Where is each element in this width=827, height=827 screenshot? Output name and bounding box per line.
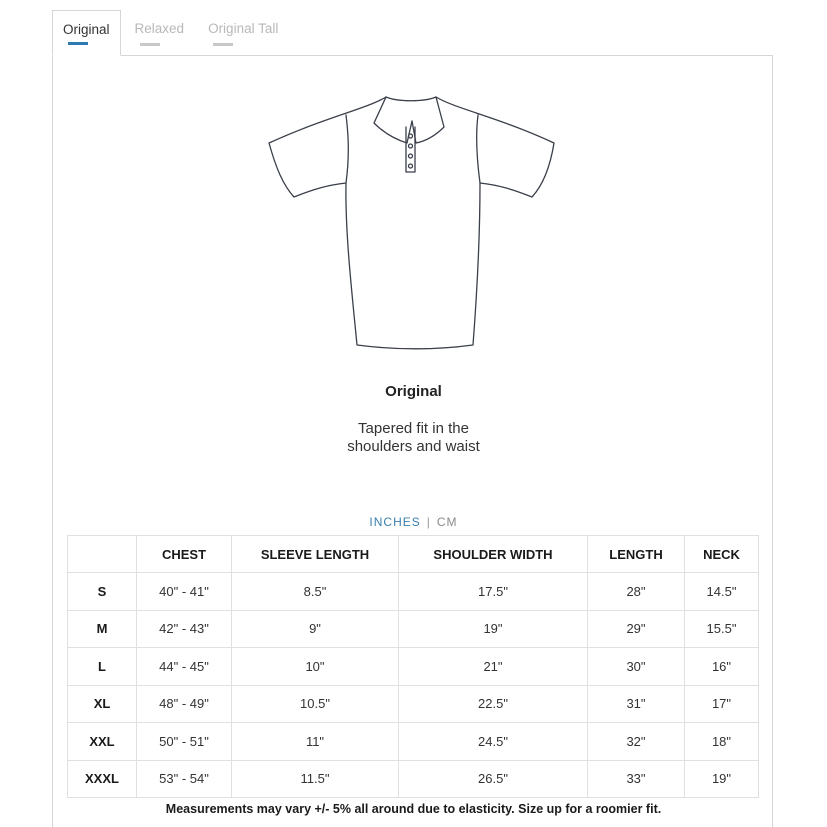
cell-sleeve: 8.5" [232,573,399,611]
measurement-note: Measurements may vary +/- 5% all around due to elasticity. Size up for a roomier fit. [165,802,662,816]
cell-size: S [68,573,137,611]
cell-neck: 17" [685,685,759,723]
fit-description-line: Tapered fit in the [358,420,469,437]
cell-neck: 15.5" [685,610,759,648]
table-row [68,648,759,686]
unit-toggle [0,515,827,529]
cell-neck: 19" [685,760,759,798]
cell-length: 28" [588,573,685,611]
cell-chest: 50" - 51" [137,723,232,761]
cell-length: 30" [588,648,685,686]
cell-shoulder: 21" [399,648,588,686]
cell-sleeve: 10.5" [232,685,399,723]
cell-neck: 14.5" [685,573,759,611]
cell-sleeve: 11.5" [232,760,399,798]
header-shoulder-width: SHOULDER WIDTH [399,536,588,573]
cell-chest: 44" - 45" [137,648,232,686]
cell-shoulder: 24.5" [399,723,588,761]
cell-shoulder: 26.5" [399,760,588,798]
table-header-row [68,536,759,573]
tab-label: Relaxed [134,21,185,36]
size-chart-table [67,535,759,798]
cell-size: L [68,648,137,686]
cell-length: 33" [588,760,685,798]
table-row [68,573,759,611]
cell-length: 31" [588,685,685,723]
table-row [68,723,759,761]
cell-length: 32" [588,723,685,761]
cell-size: M [68,610,137,648]
table-row [68,610,759,648]
table-row [68,760,759,798]
cell-length: 29" [588,610,685,648]
fit-tabs [52,10,288,56]
cell-neck: 16" [685,648,759,686]
cell-shoulder: 19" [399,610,588,648]
tab-indicator [213,43,233,46]
cell-shoulder: 17.5" [399,573,588,611]
polo-shirt-icon [266,93,556,351]
tab-label: Original [63,22,110,37]
cell-size: XXL [68,723,137,761]
fit-description [0,420,827,456]
tab-original-tall[interactable] [198,10,288,56]
cell-size: XXXL [68,760,137,798]
tab-label: Original Tall [208,21,279,36]
tab-indicator [68,42,88,45]
header-neck: NECK [685,536,759,573]
tab-indicator [140,43,160,46]
tab-original[interactable] [52,10,121,56]
cell-neck: 18" [685,723,759,761]
cell-sleeve: 9" [232,610,399,648]
unit-inches-button[interactable]: INCHES [369,515,421,529]
header-sleeve-length: SLEEVE LENGTH [232,536,399,573]
cell-sleeve: 10" [232,648,399,686]
header-size [68,536,137,573]
unit-separator: | [426,515,431,529]
table-row [68,685,759,723]
unit-cm-button[interactable]: CM [436,515,458,529]
tab-relaxed[interactable] [125,10,195,56]
cell-size: XL [68,685,137,723]
cell-shoulder: 22.5" [399,685,588,723]
fit-title: Original [385,383,442,400]
cell-chest: 53" - 54" [137,760,232,798]
fit-description-line: shoulders and waist [347,438,480,455]
cell-chest: 40" - 41" [137,573,232,611]
cell-sleeve: 11" [232,723,399,761]
header-chest: CHEST [137,536,232,573]
header-length: LENGTH [588,536,685,573]
cell-chest: 48" - 49" [137,685,232,723]
cell-chest: 42" - 43" [137,610,232,648]
